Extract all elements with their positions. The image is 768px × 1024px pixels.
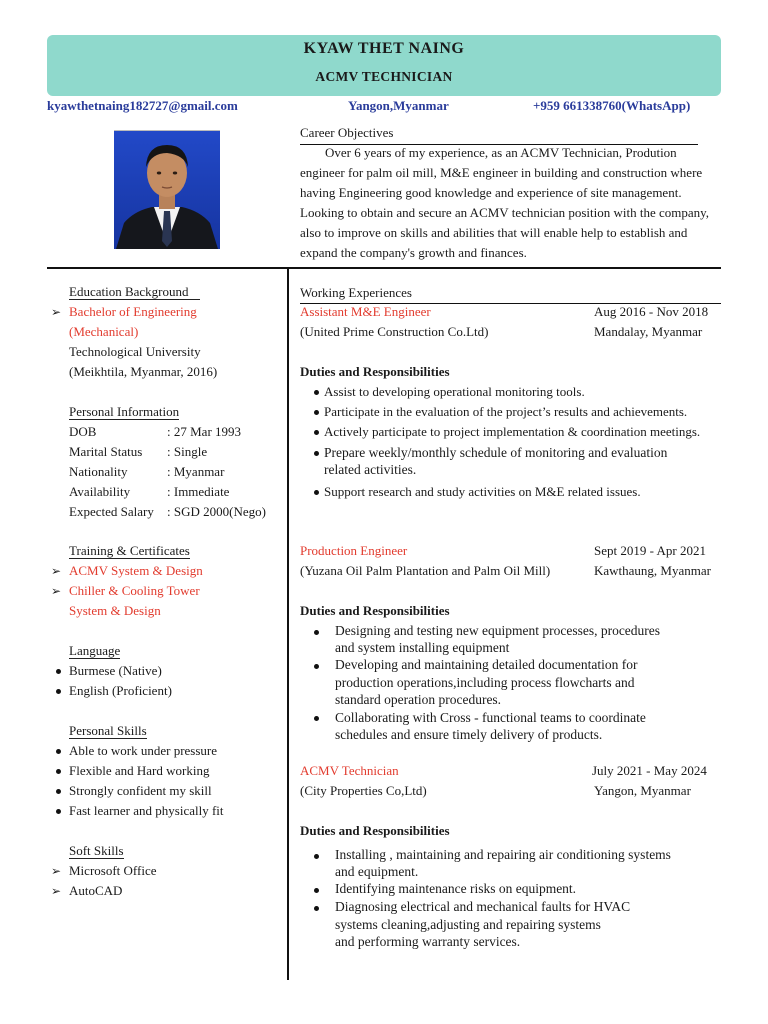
soft-skill-item: Microsoft Office <box>69 863 157 878</box>
education-heading: Education Background <box>69 284 200 300</box>
info-value: : SGD 2000(Nego) <box>167 504 266 519</box>
dot-bullet-icon <box>56 769 61 774</box>
dot-bullet-icon <box>314 906 319 911</box>
job-location: Yangon, Myanmar <box>594 783 691 798</box>
training-item: System & Design <box>69 603 161 618</box>
info-value: : Immediate <box>167 484 230 499</box>
job-location: Kawthaung, Myanmar <box>594 563 711 578</box>
career-line: expand the company's growth and finances. <box>300 245 527 260</box>
duty-item-cont: and system installing equipment <box>335 640 510 655</box>
info-label: Expected Salary <box>69 504 154 519</box>
info-value: : 27 Mar 1993 <box>167 424 242 439</box>
duty-item: Prepare weekly/monthly schedule of monitoring and evaluation <box>324 445 668 460</box>
training-item: ACMV System & Design <box>69 563 203 578</box>
duty-item: Support research and study activities on M&E related issues. <box>324 484 641 499</box>
candidate-title: ACMV TECHNICIAN <box>315 69 453 84</box>
duty-item: Developing and maintaining detailed documentation for <box>335 657 638 672</box>
dot-bullet-icon <box>314 390 319 395</box>
duty-item: Assist to developing operational monitoring tools. <box>324 384 585 399</box>
duties-heading: Duties and Responsibilities <box>300 603 450 618</box>
duty-item-cont: production operations,including process flowcharts and <box>335 675 635 690</box>
dot-bullet-icon <box>314 854 319 859</box>
dot-bullet-icon <box>314 490 319 495</box>
job-company: (Yuzana Oil Palm Plantation and Palm Oil Mill) <box>300 563 551 578</box>
dot-bullet-icon <box>314 716 319 721</box>
dot-bullet-icon <box>314 888 319 893</box>
location-text: Yangon,Myanmar <box>348 98 449 113</box>
dot-bullet-icon <box>56 669 61 674</box>
duty-item: Designing and testing new equipment processes, procedures <box>335 623 661 638</box>
dot-bullet-icon <box>314 451 319 456</box>
candidate-name: KYAW THET NAING <box>303 40 465 57</box>
job-role: ACMV Technician <box>300 763 399 778</box>
job-role: Assistant M&E Engineer <box>300 304 431 319</box>
language-item: English (Proficient) <box>69 683 172 698</box>
profile-photo <box>114 131 220 249</box>
info-label: Nationality <box>69 464 128 479</box>
duty-item: Diagnosing electrical and mechanical faults for HVAC <box>335 899 631 914</box>
dot-bullet-icon <box>56 689 61 694</box>
arrow-bullet-icon: ➢ <box>51 584 62 598</box>
school-name: Technological University <box>69 344 201 359</box>
work-heading: Working Experiences <box>300 285 412 300</box>
dot-bullet-icon <box>56 789 61 794</box>
dot-bullet-icon <box>314 410 319 415</box>
dot-bullet-icon <box>314 430 319 435</box>
info-value: : Single <box>167 444 208 459</box>
degree-line: (Mechanical) <box>69 324 139 339</box>
email-link[interactable]: kyawthetnaing182727@gmail.com <box>47 98 238 113</box>
soft-skill-item: AutoCAD <box>69 883 123 898</box>
arrow-bullet-icon: ➢ <box>51 305 62 319</box>
duty-item: Actively participate to project implementation & coordination meetings. <box>324 424 701 439</box>
job-location: Mandalay, Myanmar <box>594 324 703 339</box>
arrow-bullet-icon: ➢ <box>51 864 62 878</box>
duties-heading: Duties and Responsibilities <box>300 364 450 379</box>
career-line: also to improve on skills and abilities that will enable help to establish and <box>300 225 688 240</box>
duty-item: Installing , maintaining and repairing air conditioning systems <box>335 847 671 862</box>
duty-item: Participate in the evaluation of the project’s results and achievements. <box>324 404 688 419</box>
dot-bullet-icon <box>314 664 319 669</box>
language-item: Burmese (Native) <box>69 663 162 678</box>
degree-line: Bachelor of Engineering <box>69 304 197 319</box>
duty-item: Identifying maintenance risks on equipment. <box>335 881 577 896</box>
duty-item-cont: related activities. <box>324 462 417 477</box>
skill-item: Flexible and Hard working <box>69 763 210 778</box>
duty-item-cont: standard operation procedures. <box>335 692 502 707</box>
career-line: having Engineering good knowledge and experience of site management. <box>300 185 682 200</box>
job-company: (United Prime Construction Co.Ltd) <box>300 324 489 339</box>
skill-item: Strongly confident my skill <box>69 783 212 798</box>
career-line: engineer for palm oil mill, M&E engineer in building and construction where <box>300 165 703 180</box>
skills-heading: Personal Skills <box>69 723 147 738</box>
job-dates: July 2021 - May 2024 <box>592 763 707 778</box>
duty-item: Collaborating with Cross - functional teams to coordinate <box>335 710 646 725</box>
career-heading: Career Objectives <box>300 125 394 140</box>
info-label: Marital Status <box>69 444 143 459</box>
info-label: Availability <box>69 484 131 499</box>
job-dates: Aug 2016 - Nov 2018 <box>594 304 709 319</box>
school-place: (Meikhtila, Myanmar, 2016) <box>69 364 218 379</box>
duties-heading: Duties and Responsibilities <box>300 823 450 838</box>
duty-item-cont: and performing warranty services. <box>335 934 521 949</box>
info-label: DOB <box>69 424 97 439</box>
duty-item-cont: schedules and ensure timely delivery of products. <box>335 727 603 742</box>
soft-skills-heading: Soft Skills <box>69 843 124 858</box>
job-company: (City Properties Co,Ltd) <box>300 783 427 798</box>
phone-text: +959 661338760(WhatsApp) <box>533 98 691 113</box>
duty-item-cont: and equipment. <box>335 864 419 879</box>
info-value: : Myanmar <box>167 464 225 479</box>
language-heading: Language <box>69 643 121 658</box>
skill-item: Able to work under pressure <box>69 743 218 758</box>
arrow-bullet-icon: ➢ <box>51 564 62 578</box>
job-role: Production Engineer <box>300 543 408 558</box>
column-divider <box>287 267 289 980</box>
dot-bullet-icon <box>314 630 319 635</box>
training-heading: Training & Certificates <box>69 543 190 558</box>
job-dates: Sept 2019 - Apr 2021 <box>594 543 706 558</box>
career-line: Looking to obtain and secure an ACMV technician position with the company, <box>300 205 710 220</box>
dot-bullet-icon <box>56 809 61 814</box>
section-divider <box>47 267 721 269</box>
skill-item: Fast learner and physically fit <box>69 803 224 818</box>
personal-heading: Personal Information <box>69 404 180 419</box>
career-line: Over 6 years of my experience, as an ACMV Technician, Prodution <box>325 145 677 160</box>
duty-item-cont: systems cleaning,adjusting and repairing systems <box>335 917 601 932</box>
training-item: Chiller & Cooling Tower <box>69 583 200 598</box>
dot-bullet-icon <box>56 749 61 754</box>
arrow-bullet-icon: ➢ <box>51 884 62 898</box>
